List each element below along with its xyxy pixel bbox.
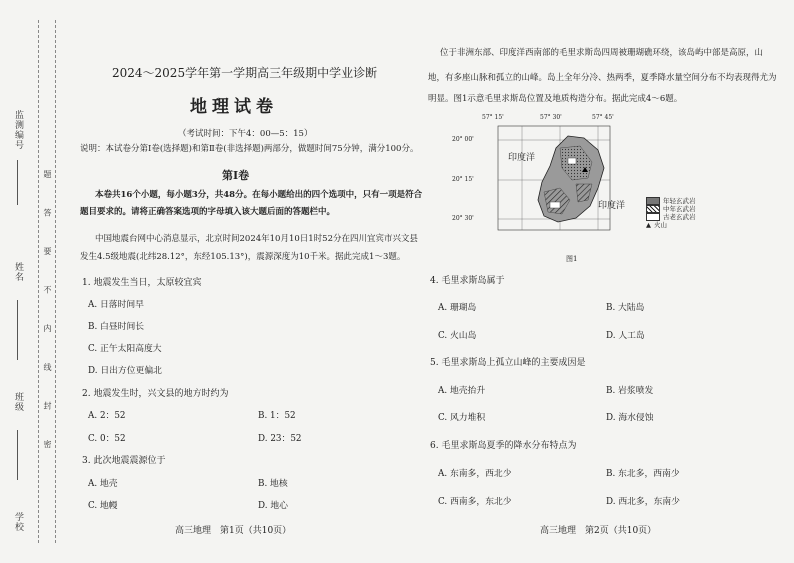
q5-option-c[interactable]: C. 风力堆积 [438, 413, 486, 423]
legend-volcano: ▲ 火山 [646, 221, 667, 229]
page-title: 地理试卷 [190, 97, 278, 117]
lon-label-2: 57° 30' [540, 114, 562, 121]
lat-label-3: 20° 30' [452, 215, 474, 222]
q6-option-b[interactable]: B. 东北多，西南少 [606, 469, 680, 479]
instructions: 说明：本试卷分第Ⅰ卷(选择题)和第Ⅱ卷(非选择题)两部分，做题时间75分钟，满分100分。 [80, 144, 419, 154]
name-blank[interactable] [17, 300, 18, 360]
q1-option-c[interactable]: C. 正午太阳高度大 [88, 344, 162, 354]
question-5-stem: 5. 毛里求斯岛上孤立山峰的主要成因是 [430, 358, 586, 368]
legend-old: 古老玄武岩 [646, 213, 696, 221]
map-legend [646, 197, 696, 229]
class-label: 班级 [13, 392, 23, 412]
binding-margin [0, 0, 62, 563]
q4-option-b[interactable]: B. 大陆岛 [606, 303, 645, 313]
exam-no-blank[interactable] [17, 160, 18, 205]
q3-option-b[interactable]: B. 地核 [258, 479, 288, 489]
q3-option-a[interactable]: A. 地壳 [88, 479, 118, 489]
q4-option-a[interactable]: A. 珊瑚岛 [438, 303, 477, 313]
map-svg [480, 118, 630, 238]
ocean-label-west: 印度洋 [508, 153, 536, 163]
legend-volcano-icon: ▲ [646, 221, 651, 229]
exam-header: 2024～2025学年第一学期高三年级期中学业诊断 [112, 66, 378, 80]
figure-caption: 图1 [566, 255, 578, 263]
legend-young: 年轻玄武岩 [646, 197, 696, 205]
q1-option-b[interactable]: B. 白昼时间长 [88, 322, 145, 332]
intro-line-2: 题目要求的。请将正确答案选项的字母填入该大题后面的答题栏中。 [80, 207, 336, 217]
question-6-stem: 6. 毛里求斯岛夏季的降水分布特点为 [430, 441, 577, 451]
volume-heading: 第Ⅰ卷 [222, 169, 250, 182]
seal-line [38, 20, 39, 543]
q4-option-c[interactable]: C. 火山岛 [438, 331, 477, 341]
q5-option-a[interactable]: A. 地壳抬升 [438, 386, 486, 396]
legend-middle-swatch [646, 205, 660, 213]
school-label: 学校 [13, 512, 23, 532]
mauritius-map [452, 114, 630, 238]
right-material-line-2: 地，有多座山脉和孤立的山峰。岛上全年分冷、热两季，夏季降水量空间分布不均表现得尤为 [428, 73, 777, 83]
q3-option-c[interactable]: C. 地幔 [88, 501, 118, 511]
q2-option-c[interactable]: C. 0：52 [88, 434, 126, 444]
right-material-line-3: 明显。图1示意毛里求斯岛位置及地质构造分布。据此完成4～6题。 [428, 94, 683, 104]
q5-option-d[interactable]: D. 海水侵蚀 [606, 413, 654, 423]
lat-label-1: 20° 00' [452, 136, 474, 143]
q4-option-d[interactable]: D. 人工岛 [606, 331, 645, 341]
right-page-footer: 高三地理 第2页（共10页） [540, 526, 657, 536]
question-3-stem: 3. 此次地震震源位于 [82, 456, 166, 466]
seal-warning: 题 答 要 不 内 线 封 密 [43, 170, 52, 462]
q2-option-d[interactable]: D. 23：52 [258, 434, 302, 444]
class-blank[interactable] [17, 430, 18, 480]
legend-young-swatch [646, 197, 660, 205]
exam-time: （考试时间：下午4：00—5：15） [178, 129, 313, 139]
left-page-footer: 高三地理 第1页（共10页） [175, 526, 292, 536]
material-line-2: 发生4.5级地震(北纬28.12°，东经105.13°)，震源深度为10千米。据此完成1～3题。 [80, 252, 406, 262]
lon-label-3: 57° 45' [592, 114, 614, 121]
q6-option-d[interactable]: D. 西北多，东南少 [606, 497, 680, 507]
q3-option-d[interactable]: D. 地心 [258, 501, 288, 511]
ocean-label-east: 印度洋 [598, 201, 626, 211]
name-label: 姓名 [13, 262, 23, 282]
question-4-stem: 4. 毛里求斯岛属于 [430, 276, 505, 286]
q1-option-a[interactable]: A. 日落时间早 [88, 300, 144, 310]
q5-option-b[interactable]: B. 岩浆喷发 [606, 386, 654, 396]
intro-line-1: 本卷共16个小题，每小题3分，共48分。在每小题给出的四个选项中，只有一项是符合 [95, 190, 423, 200]
lon-label-1: 57° 15' [482, 114, 504, 121]
q2-option-a[interactable]: A. 2：52 [88, 411, 126, 421]
lat-label-2: 20° 15' [452, 176, 474, 183]
question-2-stem: 2. 地震发生时，兴文县的地方时约为 [82, 389, 229, 399]
q1-option-d[interactable]: D. 日出方位更偏北 [88, 366, 162, 376]
legend-old-swatch [646, 213, 660, 221]
material-line-1: 中国地震台网中心消息显示，北京时间2024年10月10日1时52分在四川宜宾市兴文县 [95, 234, 418, 244]
seal-line-inner [55, 20, 56, 543]
question-1-stem: 1. 地震发生当日，太原较宜宾 [82, 278, 202, 288]
q6-option-c[interactable]: C. 西南多，东北少 [438, 497, 512, 507]
q2-option-b[interactable]: B. 1：52 [258, 411, 296, 421]
right-material-line-1: 位于非洲东部、印度洋西南部的毛里求斯岛四周被珊瑚礁环绕，该岛屿中部是高原，山 [440, 48, 764, 58]
q6-option-a[interactable]: A. 东南多，西北少 [438, 469, 512, 479]
exam-no-label: 监测编号 [13, 110, 23, 150]
legend-middle: 中年玄武岩 [646, 205, 696, 213]
